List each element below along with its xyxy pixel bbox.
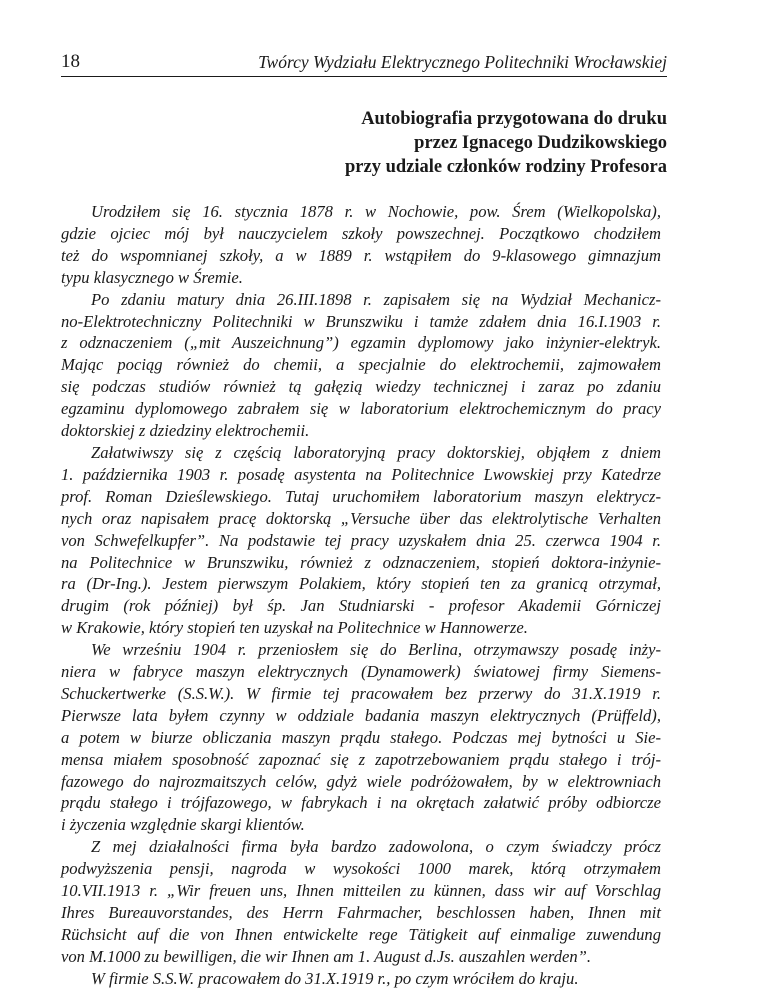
text-line: Po zdaniu matury dnia 26.III.1898 r. zapisałem się na Wydział Mechanicz- (91, 289, 661, 309)
text-line: z odznaczeniem („mit Auszeichnung”) egzamin dyplomowy jako inżynier-elektryk. (61, 333, 661, 353)
paragraph (61, 836, 661, 967)
text-line: gdzie ojciec mój był nauczycielem szkoły powszechnej. Początkowo chodziłem (61, 223, 661, 243)
text-line: się podczas studiów również tą gałęzią wiedzy technicznej i zaraz po zdaniu (61, 377, 661, 397)
page-header (61, 50, 667, 77)
title-line: przez Ignacego Dudzikowskiego (414, 133, 667, 153)
text-line: 1. października 1903 r. posadę asystenta na Politechnice Lwowskiej przy Katedrze (61, 464, 661, 484)
text-line: doktorskiej z dziedziny elektrochemii. (61, 421, 310, 441)
text-line: niera w fabryce maszyn elektrycznych (Dynamowerk) światowej firmy Siemens- (61, 662, 661, 682)
text-line: typu klasycznego w Śremie. (61, 267, 243, 287)
text-line: nych oraz napisałem pracę doktorską „Versuche über das elektrolytische Verhalten (61, 508, 661, 528)
text-line: egzaminu dyplomowego zabrałem się w laboratorium elektrochemicznym do pracy (61, 399, 661, 419)
text-line: Załatwiwszy się z częścią laboratoryjną pracy doktorskiej, objąłem z dniem (91, 442, 661, 462)
text-line: fazowego do najrozmaitszych celów, gdyż wiele podróżowałem, by w elektrowniach (61, 771, 661, 791)
text-line: podwyższenia pensji, nagroda w wysokości 1000 marek, którą otrzymałem (61, 859, 661, 879)
text-line: na Politechnice w Brunszwiku, również z odznaczeniem, stopień doktora-inżynie- (61, 552, 661, 572)
text-line: von Schwefelkupfer”. Na podstawie tej pracy uzyskałem dnia 25. czerwca 1904 r. (61, 530, 661, 550)
text-line: w Krakowie, który stopień ten uzyskał na Politechnice w Hannowerze. (61, 618, 528, 638)
text-line: i życzenia względnie skargi klientów. (61, 815, 305, 835)
text-line: Urodziłem się 16. stycznia 1878 r. w Nochowie, pow. Śrem (Wielkopolska), (91, 202, 661, 221)
text-line: von M.1000 zu bewilligen, die wir Ihnen am 1. August d.Js. auszahlen werden”. (61, 946, 592, 966)
running-head: Twórcy Wydziału Elektrycznego Politechniki Wrocławskiej (258, 52, 667, 72)
text-line: a potem w biurze obliczania maszyn prądu stałego. Podczas mej bytności u Sie- (61, 727, 661, 747)
text-line: Ihres Bureauvorstandes, des Herrn Fahrmacher, beschlossen haben, Ihnen mit (61, 903, 661, 922)
title-line: przy udziale członków rodziny Profesora (344, 157, 667, 177)
paragraph (61, 968, 661, 990)
text-line: Rüchsicht auf die von Ihnen entwickelte rege Tätigkeit auf einmalige zuwendung (61, 924, 661, 944)
title-line: Autobiografia przygotowana do druku (361, 109, 667, 129)
text-line: też do wspomnianej szkoły, a w 1889 r. wstąpiłem do 9-klasowego gimnazjum (61, 245, 661, 265)
text-line: Z mej działalności firma była bardzo zadowolona, o czym świadczy prócz (91, 837, 661, 857)
text-line: 10.VII.1913 r. „Wir freuen uns, Ihnen mitteilen zu künnen, dass wir auf Vorschlag (61, 881, 661, 901)
text-line: W firmie S.S.W. pracowałem do 31.X.1919 r., po czym wróciłem do kraju. (91, 968, 579, 988)
paragraph (61, 442, 661, 639)
text-line: mensa miałem sposobność zapoznać się z zapotrzebowaniem prądu stałego i trój- (61, 749, 661, 769)
body-text (61, 201, 661, 990)
text-line: Mając pociąg również do chemii, a specjalnie do elektrochemii, zajmowałem (61, 355, 661, 375)
text-line: Pierwsze lata byłem czynny w oddziale badania maszyn elektrycznych (Prüffeld), (61, 705, 661, 725)
text-line: drugim (rok później) był śp. Jan Studniarski - profesor Akademii Górniczej (61, 596, 661, 616)
article-title (345, 107, 667, 179)
text-line: ra (Dr-Ing.). Jestem pierwszym Polakiem, który stopień ten za granicą otrzymał, (61, 574, 661, 594)
paragraph (61, 289, 661, 442)
text-line: prof. Roman Dzieślewskiego. Tutaj uruchomiłem laboratorium maszyn elektrycz- (61, 486, 661, 506)
text-line: Schuckertwerke (S.S.W.). W firmie tej pracowałem bez przerwy do 31.X.1919 r. (61, 683, 661, 703)
text-line: We wrześniu 1904 r. przeniosłem się do Berlina, otrzymawszy posadę inży- (91, 640, 661, 660)
page-number: 18 (61, 51, 80, 72)
paragraph (61, 201, 661, 289)
paragraph (61, 639, 661, 836)
text-line: no-Elektrotechniczny Politechniki w Brunszwiku i tamże zdałem dnia 16.I.1903 r. (61, 311, 661, 331)
text-line: prądu stałego i trójfazowego, w fabrykach i na okrętach załatwić próby odbiorcze (61, 793, 661, 813)
